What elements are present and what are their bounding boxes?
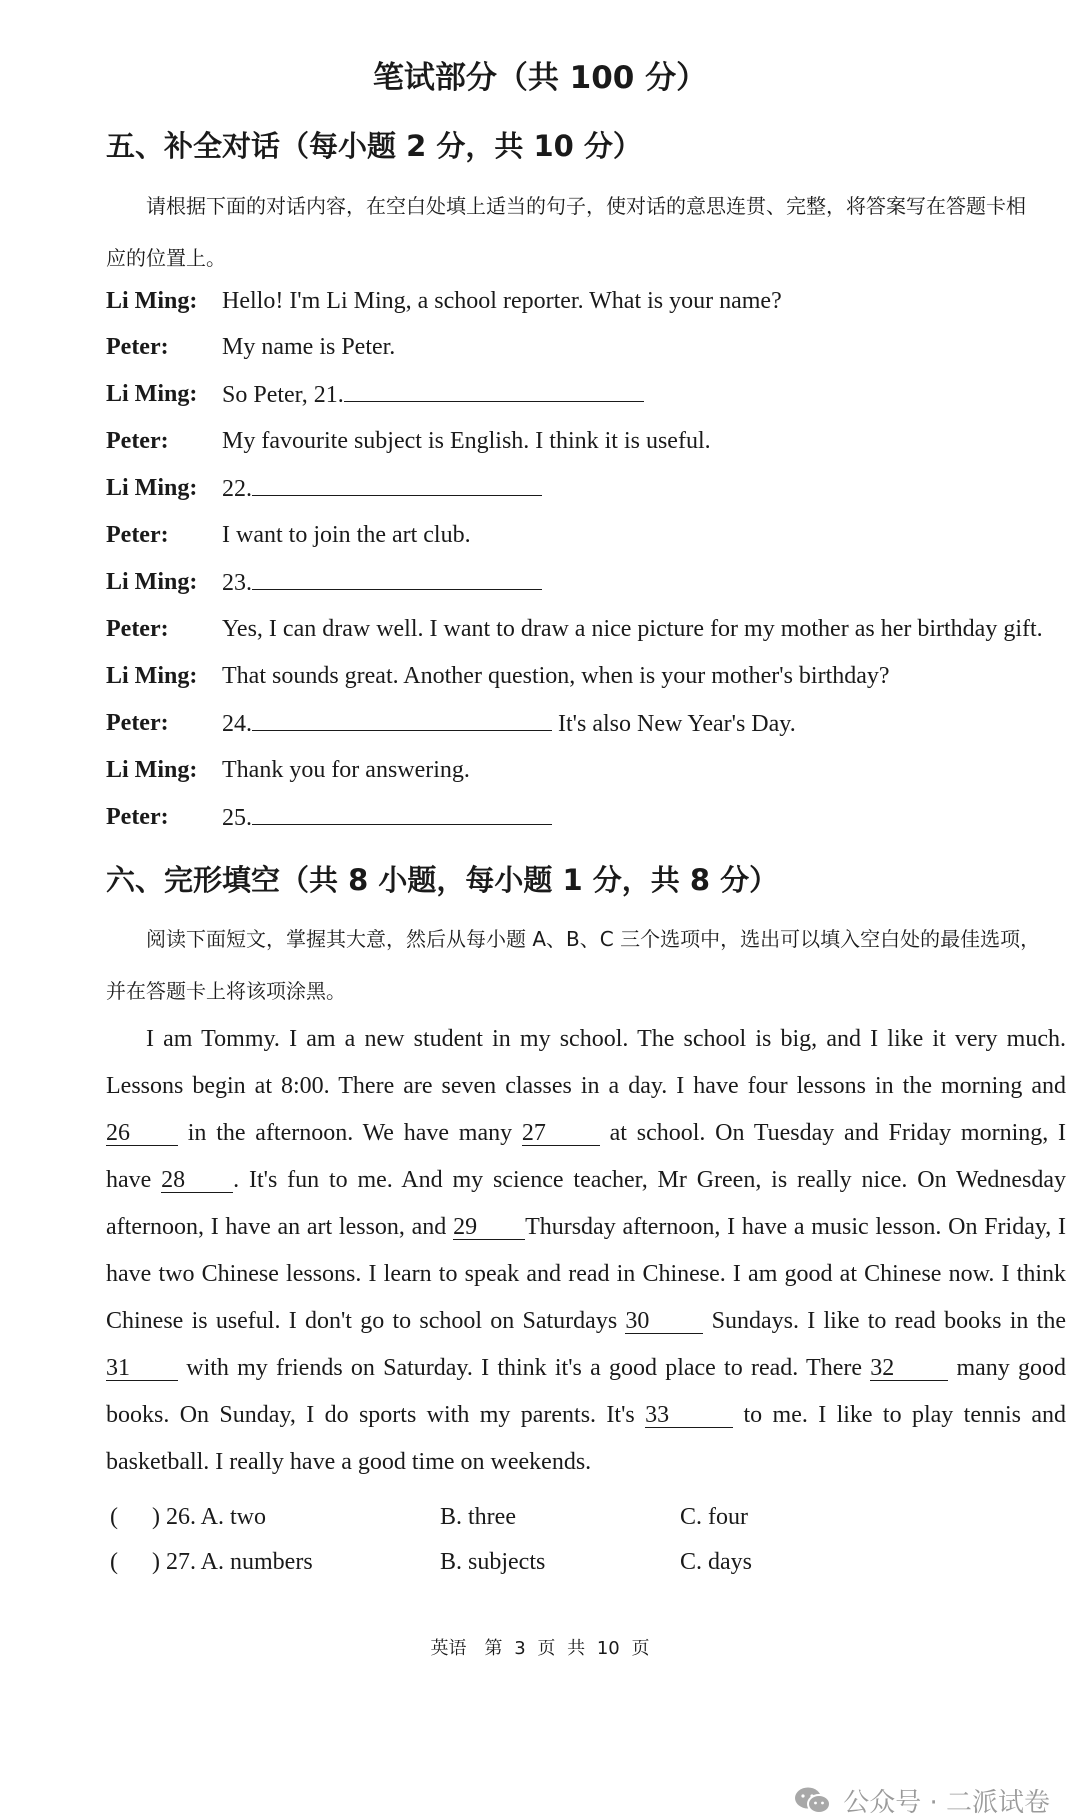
cloze-blank-28[interactable]: 28 <box>161 1168 233 1193</box>
speaker-label: Peter: <box>106 804 169 830</box>
cloze-blank-31[interactable]: 31 <box>106 1356 178 1381</box>
answer-blank-23[interactable] <box>252 569 542 590</box>
option-b[interactable]: B. three <box>440 1504 516 1530</box>
dialogue-line: 24. <box>222 711 252 737</box>
option-b[interactable]: B. subjects <box>440 1549 546 1575</box>
answer-paren-open: ( <box>110 1504 118 1530</box>
dialogue-row <box>106 804 1066 844</box>
answer-paren-close: ) <box>152 1504 160 1530</box>
answer-blank-24[interactable] <box>252 710 552 731</box>
answer-paren-open: ( <box>110 1549 118 1575</box>
dialogue-line-tail: It's also New Year's Day. <box>552 711 796 737</box>
passage-line: I am Tommy. I am a new student in my school. The school is big, and I like it very much. <box>146 1026 1066 1052</box>
watermark-text: 公众号 · 二派试卷 <box>843 1788 1050 1818</box>
dialogue-row <box>106 569 1066 609</box>
instruction-line: 应的位置上。 <box>106 246 226 270</box>
speaker-label: Li Ming: <box>106 475 198 501</box>
cloze-blank-27[interactable]: 27 <box>522 1121 600 1146</box>
instruction-line: 请根据下面的对话内容，在空白处填上适当的句子，使对话的意思连贯、完整，将答案写在答题卡相 <box>146 194 1026 218</box>
dialogue-row <box>106 710 1066 750</box>
dialogue-row <box>106 288 1066 328</box>
passage-line: have two Chinese lessons. I learn to speak and read in Chinese. I am good at Chinese now. I think <box>106 1261 1066 1287</box>
speaker-label: Peter: <box>106 428 169 454</box>
speaker-label: Peter: <box>106 616 169 642</box>
speaker-label: Li Ming: <box>106 381 198 407</box>
section-5-heading: 五、补全对话（每小题 2 分，共 10 分） <box>106 129 642 163</box>
passage-line: have 28 . It's fun to me. And my science teacher, Mr Green, is really nice. On Wednesday <box>106 1167 1067 1193</box>
passage-line: books. On Sunday, I do sports with my parents. It's 33 to me. I like to play tennis and <box>106 1402 1067 1428</box>
page-title: 笔试部分（共 100 分） <box>372 60 708 96</box>
passage-line: Chinese is useful. I don't go to school on Saturdays 30 Sundays. I like to read books in the <box>106 1308 1066 1334</box>
dialogue-row <box>106 381 1066 421</box>
speaker-label: Li Ming: <box>106 569 198 595</box>
section-6-instructions <box>106 913 1066 1017</box>
answer-paren-close: ) <box>152 1549 160 1575</box>
option-row-26 <box>106 1504 1006 1540</box>
passage-line: afternoon, I have an art lesson, and 29 Thursday afternoon, I have a music lesson. On Friday, I <box>106 1214 1067 1240</box>
instruction-line: 并在答题卡上将该项涂黑。 <box>106 979 346 1003</box>
option-c[interactable]: C. four <box>680 1504 748 1530</box>
dialogue-row <box>106 334 1066 374</box>
dialogue-line: So Peter, 21. <box>222 382 344 408</box>
dialogue-line: 25. <box>222 805 252 831</box>
answer-blank-21[interactable] <box>344 381 644 402</box>
passage-line: basketball. I really have a good time on weekends. <box>106 1449 592 1475</box>
dialogue-row <box>106 475 1066 515</box>
dialogue-line: That sounds great. Another question, when is your mother's birthday? <box>222 663 890 689</box>
speaker-label: Li Ming: <box>106 663 198 689</box>
section-5-instructions <box>106 180 1066 284</box>
speaker-label: Peter: <box>106 522 169 548</box>
dialogue-line: 23. <box>222 570 252 596</box>
option-a[interactable]: 26. A. two <box>166 1504 267 1530</box>
dialogue-row <box>106 663 1066 703</box>
passage-line: 31 with my friends on Saturday. I think it's a good place to read. There 32 many good <box>106 1355 1067 1381</box>
speaker-label: Li Ming: <box>106 288 198 314</box>
answer-blank-25[interactable] <box>252 804 552 825</box>
wechat-icon <box>793 1785 833 1817</box>
dialogue-row <box>106 522 1066 562</box>
cloze-blank-29[interactable]: 29 <box>453 1215 525 1240</box>
speaker-label: Peter: <box>106 710 169 736</box>
option-c[interactable]: C. days <box>680 1549 752 1575</box>
dialogue-line: 22. <box>222 476 252 502</box>
page-footer: 英语 第 3 页 共 10 页 <box>430 1638 650 1659</box>
instruction-line: 阅读下面短文，掌握其大意，然后从每小题 A、B、C 三个选项中，选出可以填入空白处的最佳选项， <box>146 927 1041 951</box>
option-row-27 <box>106 1549 1006 1585</box>
dialogue-row <box>106 428 1066 468</box>
answer-blank-22[interactable] <box>252 475 542 496</box>
dialogue-line: Hello! I'm Li Ming, a school reporter. What is your name? <box>222 288 782 314</box>
speaker-label: Li Ming: <box>106 757 198 783</box>
option-a[interactable]: 27. A. numbers <box>166 1549 313 1575</box>
dialogue-line: My name is Peter. <box>222 334 396 360</box>
dialogue-line: My favourite subject is English. I think it is useful. <box>222 428 711 454</box>
dialogue-row <box>106 757 1066 797</box>
dialogue-line: Yes, I can draw well. I want to draw a nice picture for my mother as her birthday gift. <box>222 616 1043 642</box>
watermark <box>793 1782 1050 1819</box>
dialogue-line: I want to join the art club. <box>222 522 471 548</box>
cloze-blank-32[interactable]: 32 <box>870 1356 948 1381</box>
passage-line: Lessons begin at 8:00. There are seven classes in a day. I have four lessons in the morning and <box>106 1073 1066 1099</box>
cloze-blank-30[interactable]: 30 <box>625 1309 703 1334</box>
passage-line: 26 in the afternoon. We have many 27 at school. On Tuesday and Friday morning, I <box>106 1120 1066 1146</box>
cloze-blank-33[interactable]: 33 <box>645 1403 733 1428</box>
dialogue-line: Thank you for answering. <box>222 757 470 783</box>
dialogue-row <box>106 616 1066 656</box>
speaker-label: Peter: <box>106 334 169 360</box>
section-6-heading: 六、完形填空（共 8 小题，每小题 1 分，共 8 分） <box>106 863 779 897</box>
cloze-blank-26[interactable]: 26 <box>106 1121 178 1146</box>
